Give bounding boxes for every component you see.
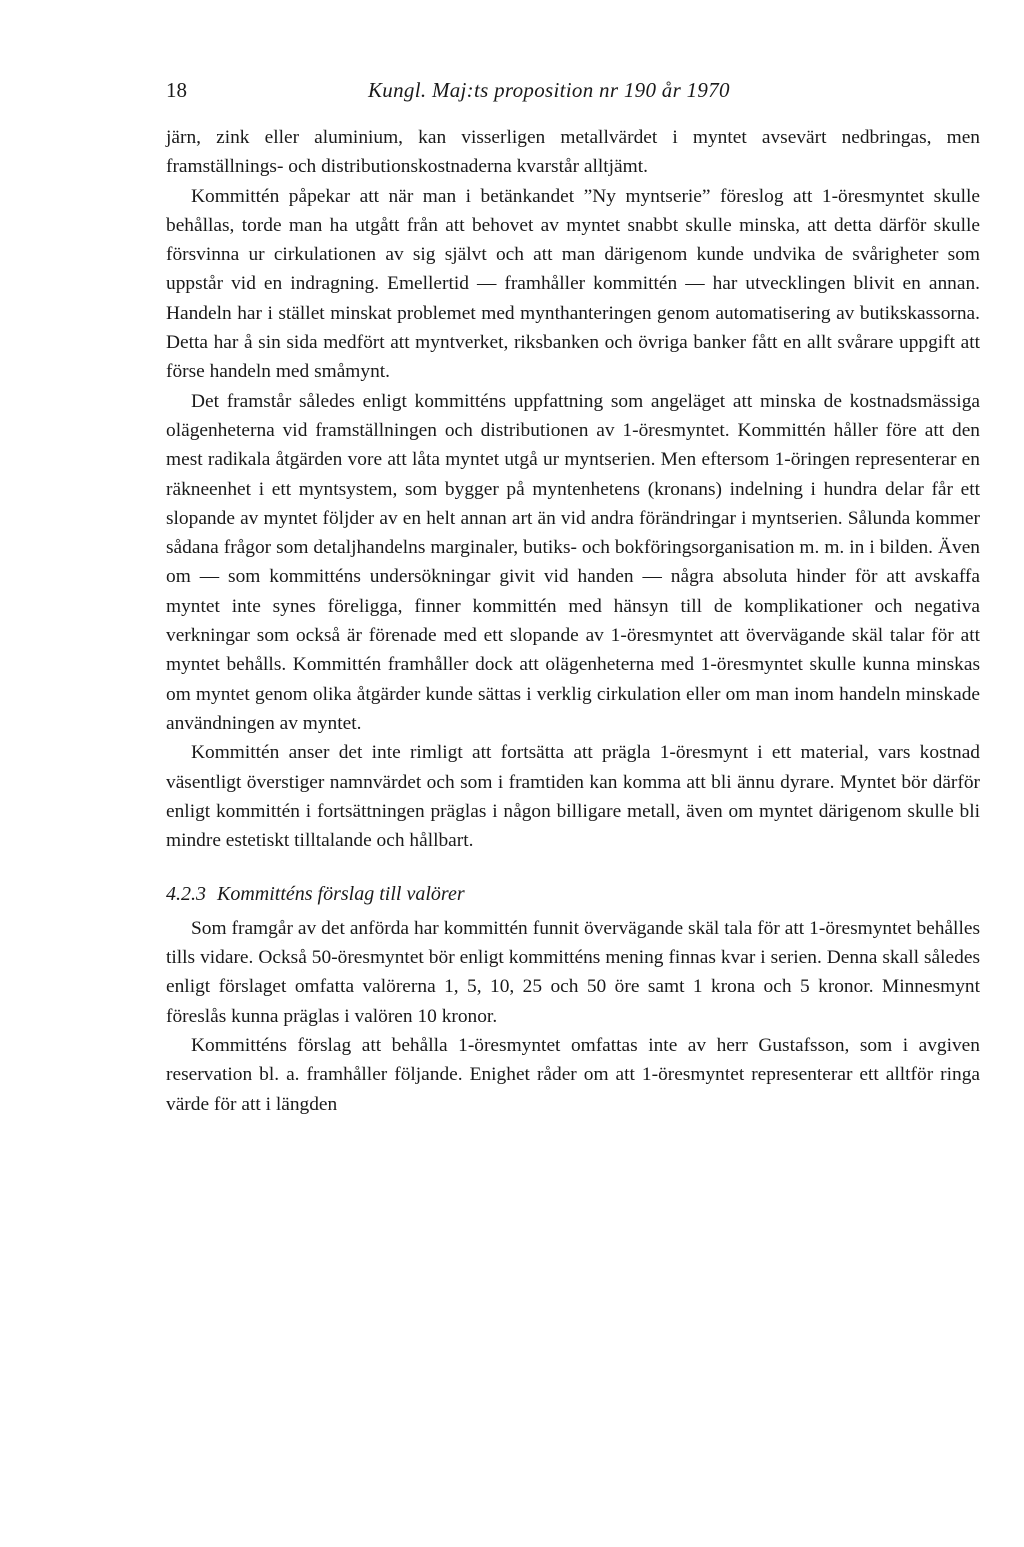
running-title: Kungl. Maj:ts proposition nr 190 år 1970 — [368, 78, 730, 102]
paragraph: Kommittén anser det inte rimligt att fortsätta att prägla 1-öresmynt i ett material, vars kostnad väsentligt överstiger namnvärdet och som i framtiden kan komma att bli ännu dyrare. Myntet bör därför enligt kommittén i fortsättningen präglas i någon billigare metall, även om myntet därigenom skulle bli mindre estetiskt tilltalande och hållbart. — [166, 742, 980, 852]
paragraph: Som framgår av det anförda har kommittén funnit övervägande skäl tala för att 1-öresmyntet behålles tills vidare. Också 50-öresmyntet bör enligt kommitténs mening finnas kvar i serien. Denna skall således enligt förslaget omfatta valörerna 1, 5, 10, 25 och 50 öre samt 1 krona och 5 kronor. Minnesmynt föreslås kunna präglas i valören 10 kronor. — [166, 917, 980, 1027]
section-title: Kommitténs förslag till valörer — [217, 883, 465, 906]
body-text — [166, 123, 980, 1119]
section-number: 4.2.3 — [166, 883, 206, 906]
paragraph: Kommitténs förslag att behålla 1-öresmyntet omfattas inte av herr Gustafsson, som i avgiven reservation bl. a. framhåller följande. Enighet råder om att 1-öresmyntet representerar ett alltför ringa värde för att i längden — [166, 1034, 980, 1115]
running-header — [166, 78, 980, 108]
section-heading — [166, 880, 980, 909]
paragraph: Kommittén påpekar att när man i betänkandet ”Ny myntserie” föreslog att 1-öresmyntet skulle behållas, torde man ha utgått från att behovet av myntet snabbt skulle minska, att detta därför skulle försvinna ur cirkulationen av sig självt och att man därigenom kunde undvika de svårigheter som uppstår vid en indragning. Emellertid — framhåller kommittén — har utvecklingen blivit en annan. Handeln har i stället minskat problemet med mynthanteringen genom automatisering av butikskassorna. Detta har å sin sida medfört att myntverket, riksbanken och övriga banker fått en allt svårare uppgift att förse handeln med småmynt. — [166, 185, 980, 383]
page-number: 18 — [166, 78, 187, 102]
paragraph-continuation: järn, zink eller aluminium, kan visserligen metallvärdet i myntet avsevärt nedbringas, men framställnings- och distributionskostnaderna kvarstår alltjämt. — [166, 127, 980, 178]
paragraph: Det framstår således enligt kommitténs uppfattning som angeläget att minska de kostnadsmässiga olägenheterna vid framställningen och distributionen av 1-öresmyntet. Kommittén håller före att den mest radikala åtgärden vore att låta myntet utgå ur myntserien. Men eftersom 1-öringen representerar en räkneenhet i ett myntsystem, som bygger på myntenhetens (kronans) indelning i hundra delar får ett slopande av myntet följder av en helt annan art än vid andra förändringar i myntserien. Sålunda kommer sådana frågor som detaljhandelns marginaler, butiks- och bokföringsorganisation m. m. in i bilden. Även om — som kommitténs undersökningar givit vid handen — några absoluta hinder för att avskaffa myntet inte synes föreligga, finner kommittén med hänsyn till de komplikationer och negativa verkningar som också är förenade med ett slopande av 1-öresmyntet att övervägande skäl talar för att myntet behålls. Kommittén framhåller dock att olägenheterna med 1-öresmyntet skulle kunna minskas om myntet genom olika åtgärder kunde sättas i verklig cirkulation eller om man inom handeln minskade användningen av myntet. — [166, 390, 980, 734]
